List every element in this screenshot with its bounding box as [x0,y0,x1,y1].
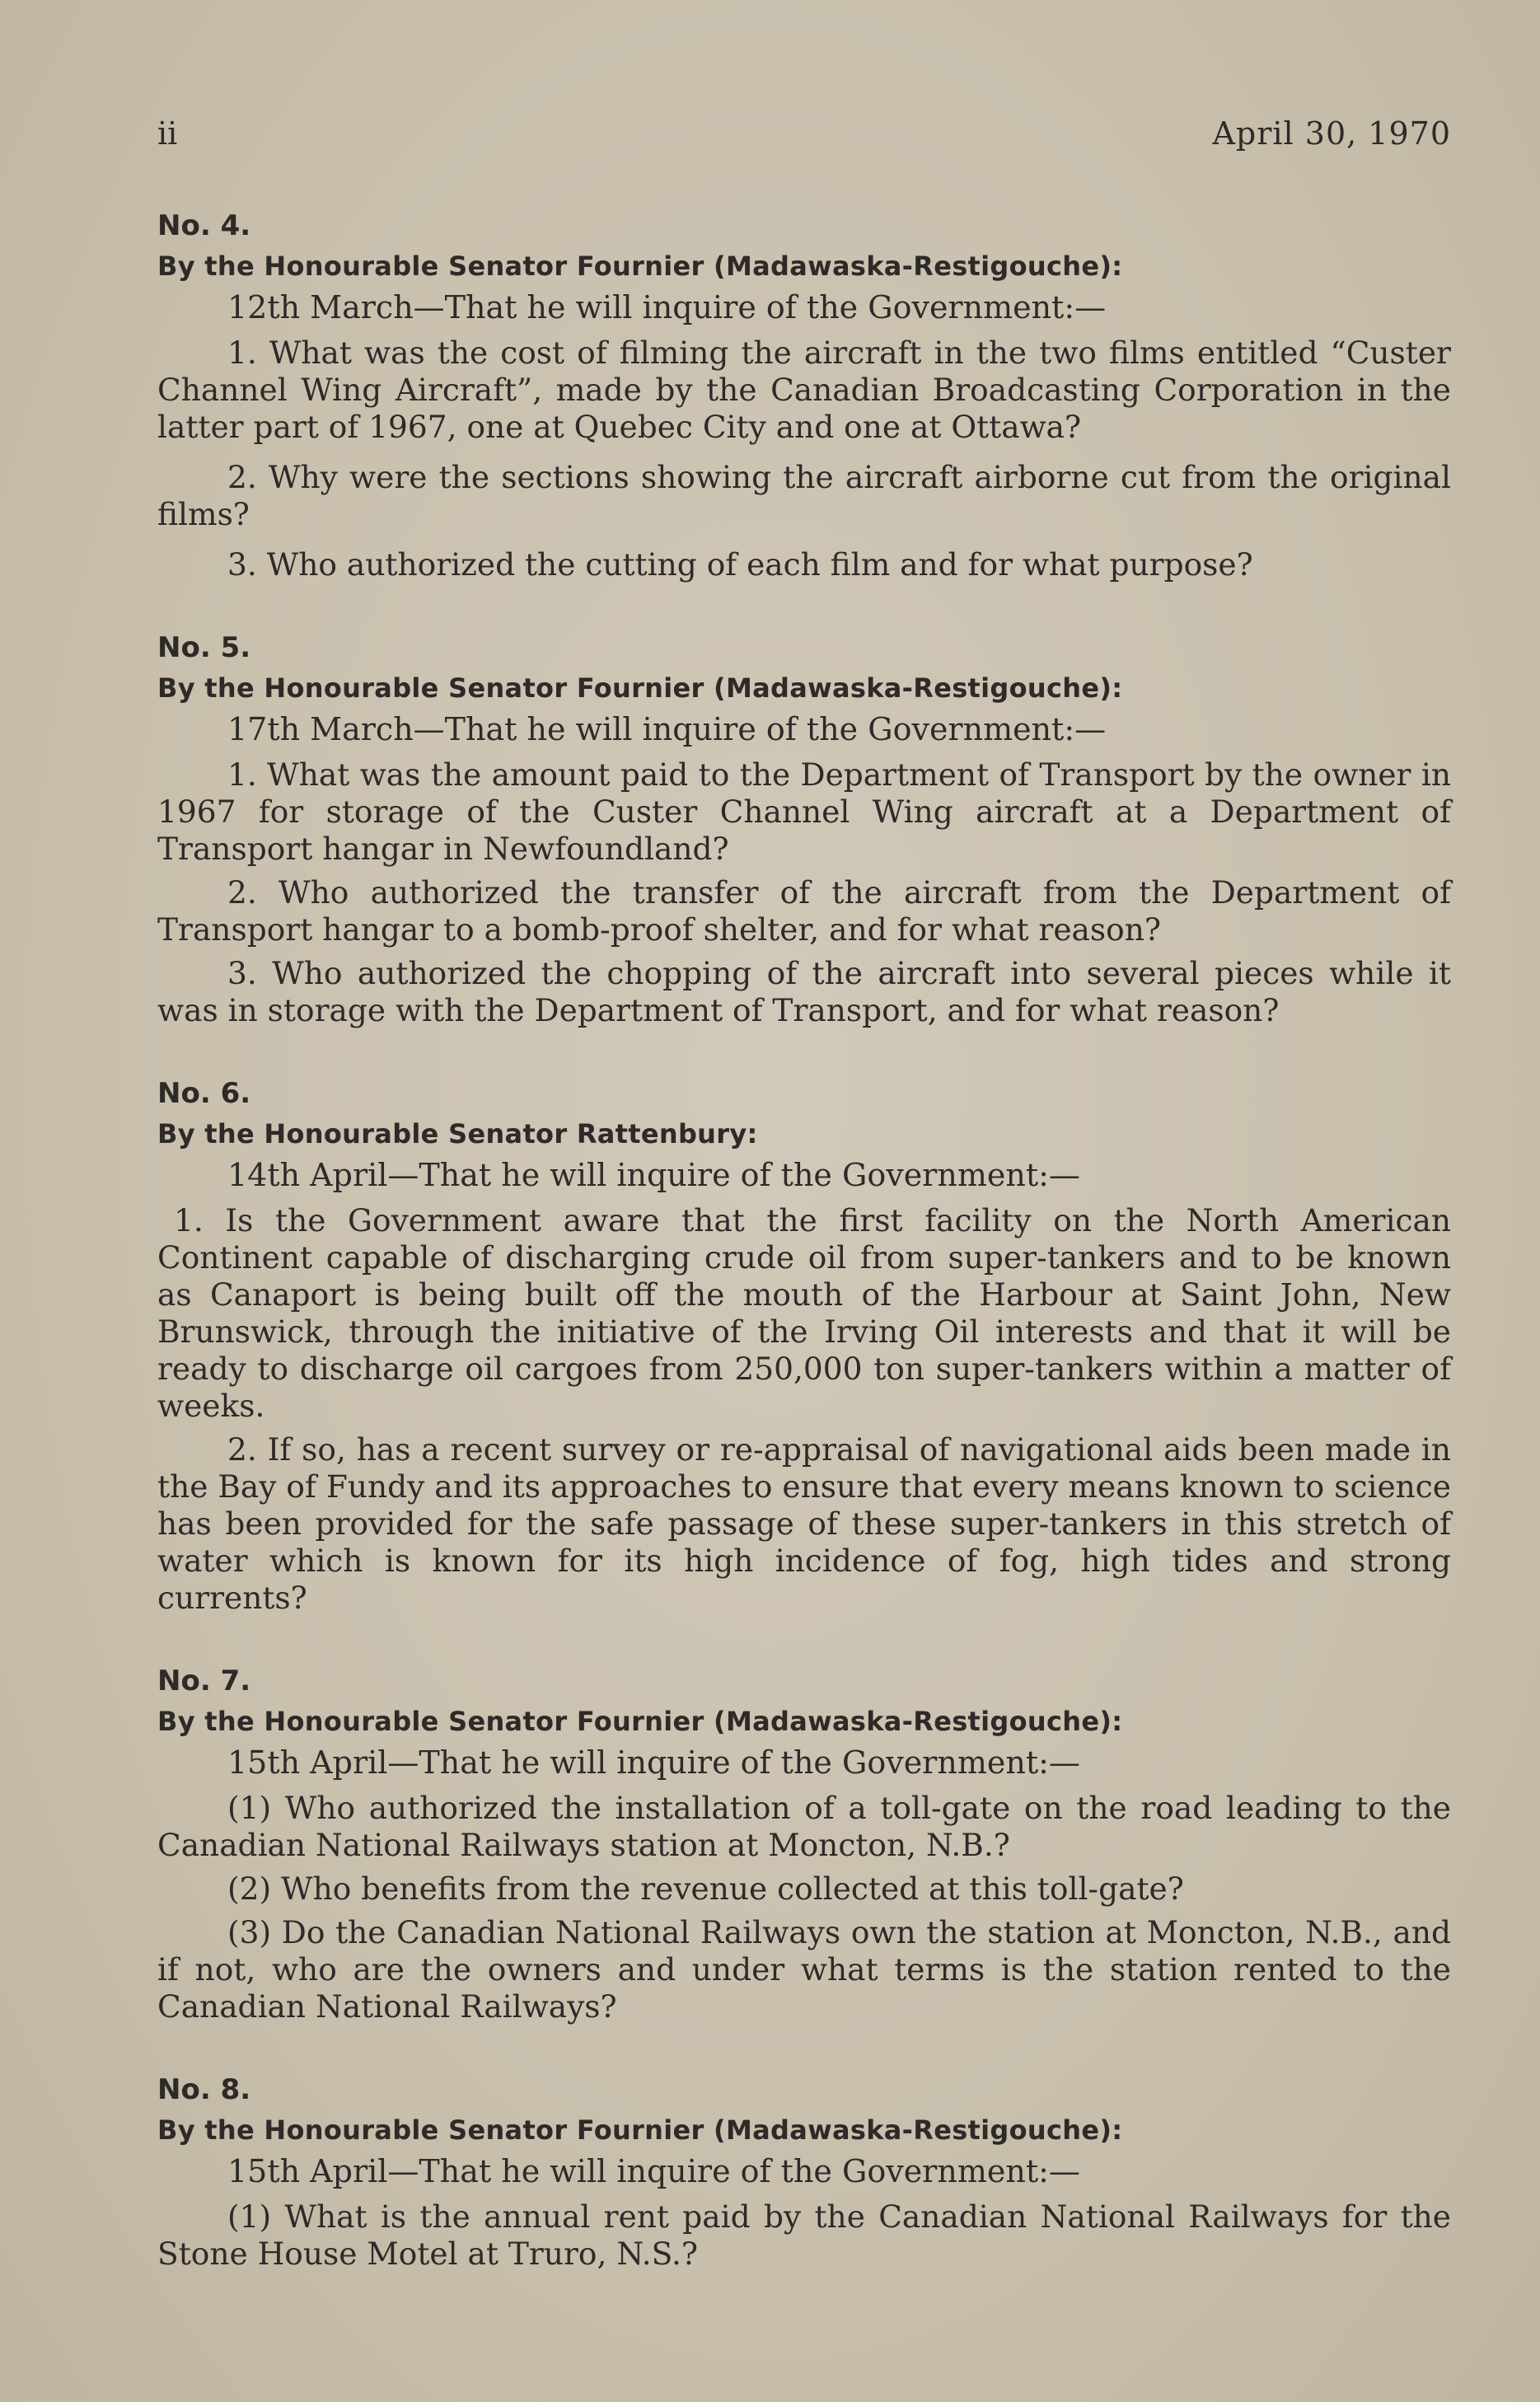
question-paragraph: 3. Who authorized the cutting of each film and for what purpose? [227,546,1253,583]
question-number: No. 5. [157,631,251,664]
question-paragraph: 1. What was the cost of filming the aircraft in the two films entitled “Custer Channel Wing Aircraft”, made by the Canadian Broadcasting Corporation in the latter part of 1967, one at Quebec City and one at Ottawa? [157,335,1451,445]
question-intro: 15th April—That he will inquire of the Government:— [227,1744,1080,1781]
question-author: By the Honourable Senator Fournier (Madawaska-Restigouche): [157,2114,1123,2146]
question-paragraph: (3) Do the Canadian National Railways own the station at Moncton, N.B., and if not, who are the owners and under what terms is the station rented to the Canadian National Railways? [157,1914,1451,2025]
question-paragraph: 2. Who authorized the transfer of the aircraft from the Department of Transport hangar to a bomb-proof shelter, and for what reason? [157,874,1451,948]
page-header [157,107,1451,157]
question-author: By the Honourable Senator Rattenbury: [157,1118,758,1149]
question-author: By the Honourable Senator Fournier (Madawaska-Restigouche): [157,1706,1123,1737]
question-block [157,1074,1451,1617]
question-intro: 12th March—That he will inquire of the Government:— [227,289,1107,325]
question-paragraph: 3. Who authorized the chopping of the aircraft into several pieces while it was in storage with the Department of Transport, and for what reason? [157,955,1451,1028]
page-date: April 30, 1970 [1212,115,1451,152]
question-paragraph: (2) Who benefits from the revenue collected at this toll-gate? [227,1871,1184,1907]
question-number: No. 7. [157,1665,251,1697]
question-number: No. 4. [157,209,251,242]
question-paragraph: 1. Is the Government aware that the first facility on the North American Continent capable of discharging crude oil from super-tankers and to be known as Canaport is being built off the mouth of the Harbour at Saint John, New Brunswick, through the initiative of the Irving Oil interests and that it will be ready to discharge oil cargoes from 250,000 ton super-tankers within a matter of weeks. [157,1202,1451,1424]
question-author: By the Honourable Senator Fournier (Madawaska-Restigouche): [157,251,1123,282]
question-paragraph: 1. What was the amount paid to the Department of Transport by the owner in 1967 for storage of the Custer Channel Wing aircraft at a Department of Transport hangar in Newfoundland? [157,756,1451,867]
page-number: ii [157,115,178,152]
question-block [157,628,1451,1029]
question-block [157,206,1451,583]
document-page [157,107,1451,2317]
question-number: No. 6. [157,1077,251,1110]
question-paragraph: (1) Who authorized the installation of a toll-gate on the road leading to the Canadian National Railways station at Moncton, N.B.? [157,1790,1451,1863]
question-intro: 15th April—That he will inquire of the Government:— [227,2153,1080,2189]
question-paragraph: 2. Why were the sections showing the aircraft airborne cut from the original films? [157,459,1451,532]
question-paragraph: 2. If so, has a recent survey or re-appraisal of navigational aids been made in the Bay of Fundy and its approaches to ensure that every means known to science has been provided for the safe passage of these super-tankers in this stretch of water which is known for its high incidence of fog, high tides and strong currents? [157,1431,1451,1616]
question-paragraph: (1) What is the annual rent paid by the Canadian National Railways for the Stone House Motel at Truro, N.S.? [157,2198,1451,2272]
question-author: By the Honourable Senator Fournier (Madawaska-Restigouche): [157,672,1123,704]
question-number: No. 8. [157,2073,251,2106]
question-block [157,1661,1451,2025]
question-block [157,2070,1451,2273]
question-intro: 17th March—That he will inquire of the Government:— [227,711,1107,747]
question-intro: 14th April—That he will inquire of the Government:— [227,1157,1080,1193]
